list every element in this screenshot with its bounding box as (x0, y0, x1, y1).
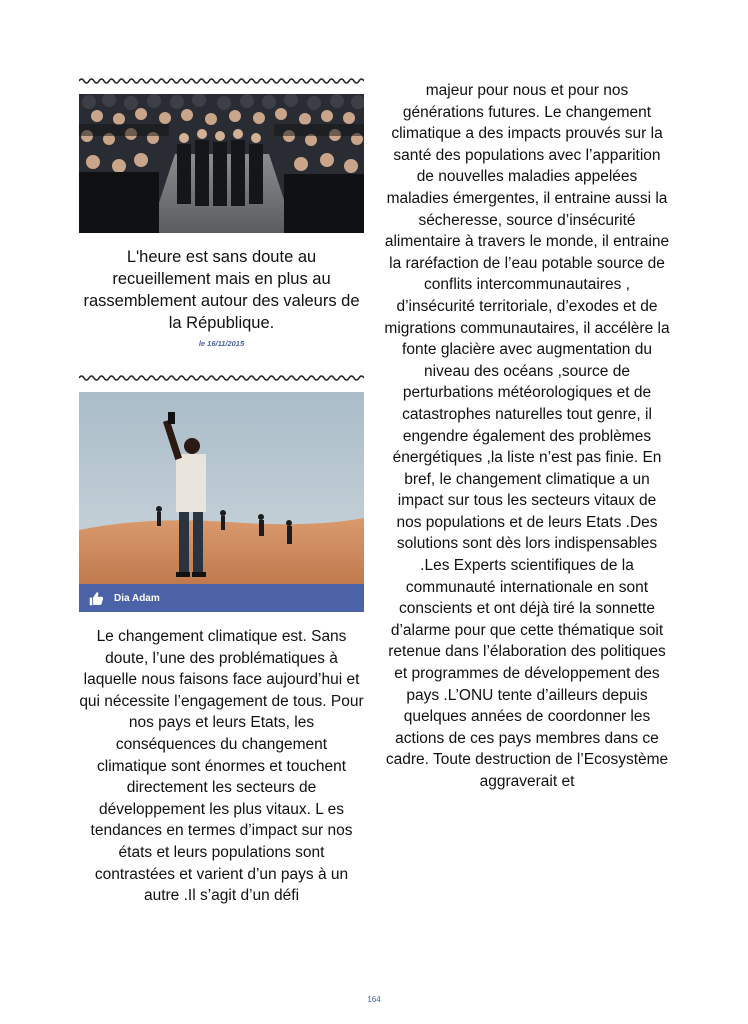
author-bar (79, 584, 364, 612)
wavy-divider (79, 76, 364, 86)
thumbs-up-icon[interactable] (88, 590, 105, 607)
desert-photo-image (79, 392, 364, 584)
desert-photo (79, 392, 364, 584)
wavy-divider-2 (79, 373, 364, 383)
crowd-photo (79, 94, 364, 233)
page-number: 164 (367, 995, 381, 1004)
article-text-right: majeur pour nous et pour nos générations futures. Le changement climatique a des impacts prouvés sur la santé des populations avec l’apparition de nouvelles maladies appelées maladies émergentes, il entraine aussi la sécheresse, source d’insécurité alimentaire à travers le monde, il entraine la raréfaction de l’eau potable source de conflits intercommunautaires , d’insécurité territoriale, d’exodes et de migrations communautaires, il accélère la fonte glacière avec augmentation du niveau des océans ,source de perturbations météorologiques et de catastrophes naturelles tout genre, il engendre également des problèmes énergétiques ,la liste n’est pas finie. En bref, le changement climatique a un impact sur tous les secteurs vitaux de nos populations et de leurs Etats .Des solutions sont dès lors indispensables .Les Experts scientifiques de la communauté internationale en sont conscients et ont déjà tiré la sonnette d’alarme pour que cette thématique soit retenue dans l’élaboration des politiques et programmes de développement des pays .L’ONU tente d’ailleurs depuis quelques années de coordonner les actions de ces pays membres dans ce cadre. Toute destruction de l’Ecosystème aggraverait et (384, 82, 670, 790)
author-name[interactable]: Dia Adam (114, 592, 160, 604)
crowd-photo-image (79, 94, 364, 233)
photo-caption: L'heure est sans doute au recueillement mais en plus au rassemblement autour des valeurs de la République. (83, 248, 360, 332)
post-date: le 16/11/2015 (198, 339, 245, 348)
article-text-left: Le changement climatique est. Sans doute, l’une des problématiques à laquelle nous faisons face aujourd’hui et qui nécessite l’engagement de tous. Pour nos pays et leurs Etats, les conséquences du changement climatique sont énormes et touchent directement les secteurs de développement les plus vitaux. L es tendances en termes d’impact sur nos états et leurs populations sont contrastées et varient d’un pays à un autre .Il s’agit d’un défi (79, 628, 364, 905)
